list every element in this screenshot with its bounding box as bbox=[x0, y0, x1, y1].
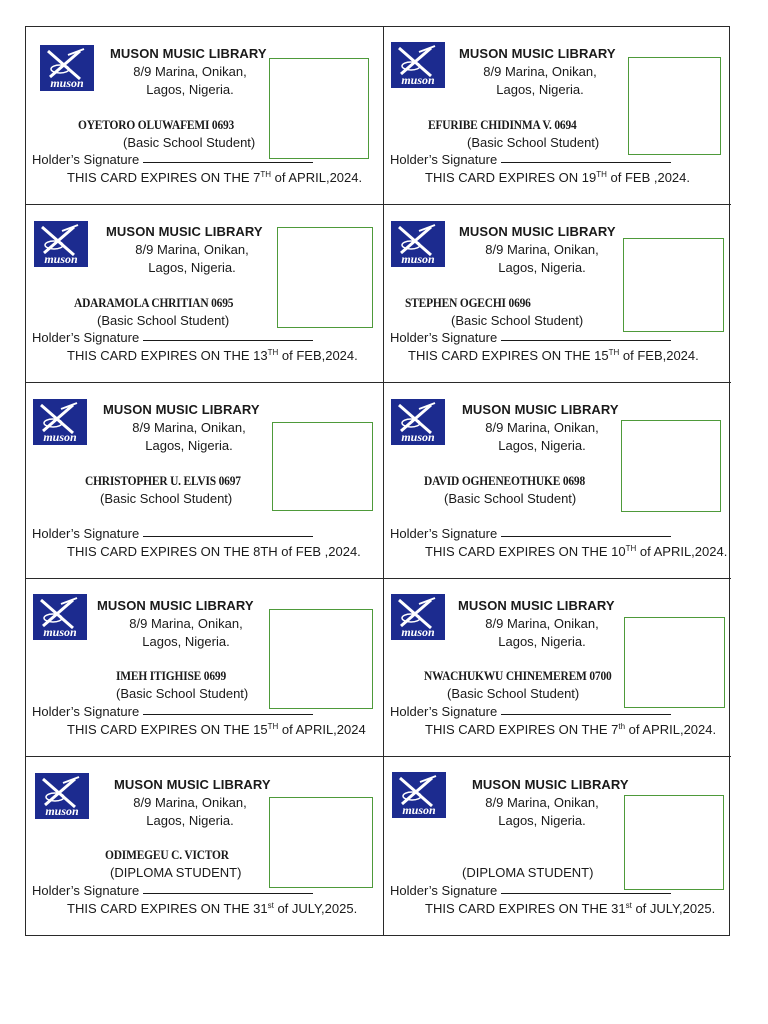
id-card-sheet bbox=[25, 26, 730, 936]
address-line-2: Lagos, Nigeria. bbox=[498, 438, 586, 453]
library-name: MUSON MUSIC LIBRARY bbox=[97, 598, 254, 613]
logo-text: muson bbox=[45, 804, 79, 818]
muson-logo bbox=[33, 399, 87, 445]
address-line-1: 8/9 Marina, Onikan, bbox=[485, 420, 599, 435]
muson-logo bbox=[33, 594, 87, 640]
address-line-1: 8/9 Marina, Onikan, bbox=[129, 616, 243, 631]
library-name: MUSON MUSIC LIBRARY bbox=[462, 402, 619, 417]
holder-name: DAVID OGHENEOTHUKE 0698 bbox=[424, 473, 586, 488]
library-card bbox=[26, 383, 383, 579]
logo-text: muson bbox=[44, 252, 78, 266]
holder-name: NWACHUKWU CHINEMEREM 0700 bbox=[424, 668, 612, 683]
muson-logo bbox=[35, 773, 89, 819]
address-line-2: Lagos, Nigeria. bbox=[148, 260, 236, 275]
signature-field bbox=[390, 704, 671, 719]
signature-field bbox=[390, 152, 671, 167]
address-line-1: 8/9 Marina, Onikan, bbox=[485, 795, 599, 810]
expiry-text: THIS CARD EXPIRES ON THE 31st of JULY,2025. bbox=[425, 901, 716, 916]
signature-label: Holder’s Signature bbox=[390, 526, 498, 541]
signature-line bbox=[143, 162, 313, 163]
signature-label: Holder’s Signature bbox=[32, 152, 140, 167]
logo-text: muson bbox=[401, 625, 435, 639]
muson-logo bbox=[391, 399, 445, 445]
signature-line bbox=[501, 340, 671, 341]
photo-box bbox=[624, 617, 725, 708]
address-line-2: Lagos, Nigeria. bbox=[146, 813, 234, 828]
library-name: MUSON MUSIC LIBRARY bbox=[114, 777, 271, 792]
holder-name: OYETORO OLUWAFEMI 0693 bbox=[78, 117, 235, 132]
student-category: (DIPLOMA STUDENT) bbox=[110, 865, 242, 880]
address-line-1: 8/9 Marina, Onikan, bbox=[135, 242, 249, 257]
holder-name: IMEH ITIGHISE 0699 bbox=[116, 668, 226, 683]
signature-label: Holder’s Signature bbox=[32, 883, 140, 898]
signature-line bbox=[143, 536, 313, 537]
library-card bbox=[26, 27, 383, 205]
student-category: (DIPLOMA STUDENT) bbox=[462, 865, 594, 880]
muson-logo bbox=[391, 42, 445, 88]
holder-name: CHRISTOPHER U. ELVIS 0697 bbox=[85, 473, 241, 488]
muson-logo bbox=[391, 221, 445, 267]
photo-box bbox=[269, 609, 373, 709]
signature-field bbox=[32, 152, 313, 167]
logo-text: muson bbox=[402, 803, 436, 817]
holder-name: ODIMEGEU C. VICTOR bbox=[105, 847, 229, 862]
library-name: MUSON MUSIC LIBRARY bbox=[459, 224, 616, 239]
expiry-text: THIS CARD EXPIRES ON THE 15TH of APRIL,2024 bbox=[67, 722, 366, 737]
library-card bbox=[383, 205, 731, 383]
muson-logo bbox=[34, 221, 88, 267]
library-card bbox=[26, 205, 383, 383]
student-category: (Basic School Student) bbox=[100, 491, 233, 506]
photo-box bbox=[269, 797, 373, 888]
student-category: (Basic School Student) bbox=[97, 313, 230, 328]
address-line-1: 8/9 Marina, Onikan, bbox=[133, 64, 247, 79]
logo-text: muson bbox=[401, 73, 435, 87]
address-line-2: Lagos, Nigeria. bbox=[496, 82, 584, 97]
library-name: MUSON MUSIC LIBRARY bbox=[458, 598, 615, 613]
library-card bbox=[383, 383, 731, 579]
library-name: MUSON MUSIC LIBRARY bbox=[459, 46, 616, 61]
expiry-text: THIS CARD EXPIRES ON THE 31st of JULY,2025. bbox=[67, 901, 358, 916]
logo-text: muson bbox=[401, 430, 435, 444]
logo-text: muson bbox=[401, 252, 435, 266]
address-line-1: 8/9 Marina, Onikan, bbox=[483, 64, 597, 79]
library-card bbox=[383, 579, 731, 757]
student-category: (Basic School Student) bbox=[451, 313, 584, 328]
expiry-text: THIS CARD EXPIRES ON THE 13TH of FEB,2024. bbox=[67, 348, 358, 363]
signature-label: Holder’s Signature bbox=[32, 330, 140, 345]
muson-logo bbox=[392, 772, 446, 818]
logo-text: muson bbox=[50, 76, 84, 90]
logo-text: muson bbox=[43, 430, 77, 444]
address-line-1: 8/9 Marina, Onikan, bbox=[485, 616, 599, 631]
muson-logo bbox=[40, 45, 94, 91]
signature-label: Holder’s Signature bbox=[32, 704, 140, 719]
signature-label: Holder’s Signature bbox=[32, 526, 140, 541]
student-category: (Basic School Student) bbox=[123, 135, 256, 150]
signature-line bbox=[501, 536, 671, 537]
logo-text: muson bbox=[43, 625, 77, 639]
signature-field bbox=[32, 526, 313, 541]
photo-box bbox=[628, 57, 721, 155]
library-name: MUSON MUSIC LIBRARY bbox=[110, 46, 267, 61]
address-line-1: 8/9 Marina, Onikan, bbox=[132, 420, 246, 435]
expiry-text: THIS CARD EXPIRES ON THE 15TH of FEB,2024. bbox=[408, 348, 699, 363]
address-line-1: 8/9 Marina, Onikan, bbox=[485, 242, 599, 257]
photo-box bbox=[269, 58, 369, 159]
signature-label: Holder’s Signature bbox=[390, 152, 498, 167]
photo-box bbox=[277, 227, 373, 328]
address-line-2: Lagos, Nigeria. bbox=[498, 260, 586, 275]
address-line-2: Lagos, Nigeria. bbox=[498, 634, 586, 649]
photo-box bbox=[621, 420, 721, 512]
photo-box bbox=[272, 422, 373, 511]
signature-line bbox=[501, 714, 671, 715]
signature-line bbox=[143, 893, 313, 894]
address-line-2: Lagos, Nigeria. bbox=[498, 813, 586, 828]
expiry-text: THIS CARD EXPIRES ON THE 10TH of APRIL,2024. bbox=[425, 544, 728, 559]
address-line-2: Lagos, Nigeria. bbox=[142, 634, 230, 649]
expiry-text: THIS CARD EXPIRES ON THE 8TH of FEB ,2024. bbox=[67, 544, 361, 559]
signature-label: Holder’s Signature bbox=[390, 330, 498, 345]
photo-box bbox=[623, 238, 724, 332]
muson-logo bbox=[391, 594, 445, 640]
signature-field bbox=[32, 330, 313, 345]
student-category: (Basic School Student) bbox=[447, 686, 580, 701]
holder-name: STEPHEN OGECHI 0696 bbox=[405, 295, 531, 310]
signature-field bbox=[32, 704, 313, 719]
signature-line bbox=[143, 714, 313, 715]
signature-line bbox=[143, 340, 313, 341]
signature-field bbox=[390, 330, 671, 345]
library-card bbox=[383, 757, 731, 935]
library-name: MUSON MUSIC LIBRARY bbox=[472, 777, 629, 792]
address-line-1: 8/9 Marina, Onikan, bbox=[133, 795, 247, 810]
signature-line bbox=[501, 893, 671, 894]
library-card bbox=[26, 757, 383, 935]
signature-label: Holder’s Signature bbox=[390, 704, 498, 719]
photo-box bbox=[624, 795, 724, 890]
address-line-2: Lagos, Nigeria. bbox=[145, 438, 233, 453]
library-name: MUSON MUSIC LIBRARY bbox=[103, 402, 260, 417]
holder-name: EFURIBE CHIDINMA V. 0694 bbox=[428, 117, 577, 132]
signature-field bbox=[390, 883, 671, 898]
library-card bbox=[26, 579, 383, 757]
expiry-text: THIS CARD EXPIRES ON 19TH of FEB ,2024. bbox=[425, 170, 690, 185]
expiry-text: THIS CARD EXPIRES ON THE 7th of APRIL,2024. bbox=[425, 722, 717, 737]
holder-name: ADARAMOLA CHRITIAN 0695 bbox=[74, 295, 234, 310]
signature-line bbox=[501, 162, 671, 163]
address-line-2: Lagos, Nigeria. bbox=[146, 82, 234, 97]
expiry-text: THIS CARD EXPIRES ON THE 7TH of APRIL,2024. bbox=[67, 170, 363, 185]
signature-field bbox=[32, 883, 313, 898]
library-card bbox=[383, 27, 731, 205]
signature-label: Holder’s Signature bbox=[390, 883, 498, 898]
student-category: (Basic School Student) bbox=[444, 491, 577, 506]
student-category: (Basic School Student) bbox=[116, 686, 249, 701]
student-category: (Basic School Student) bbox=[467, 135, 600, 150]
signature-field bbox=[390, 526, 671, 541]
library-name: MUSON MUSIC LIBRARY bbox=[106, 224, 263, 239]
